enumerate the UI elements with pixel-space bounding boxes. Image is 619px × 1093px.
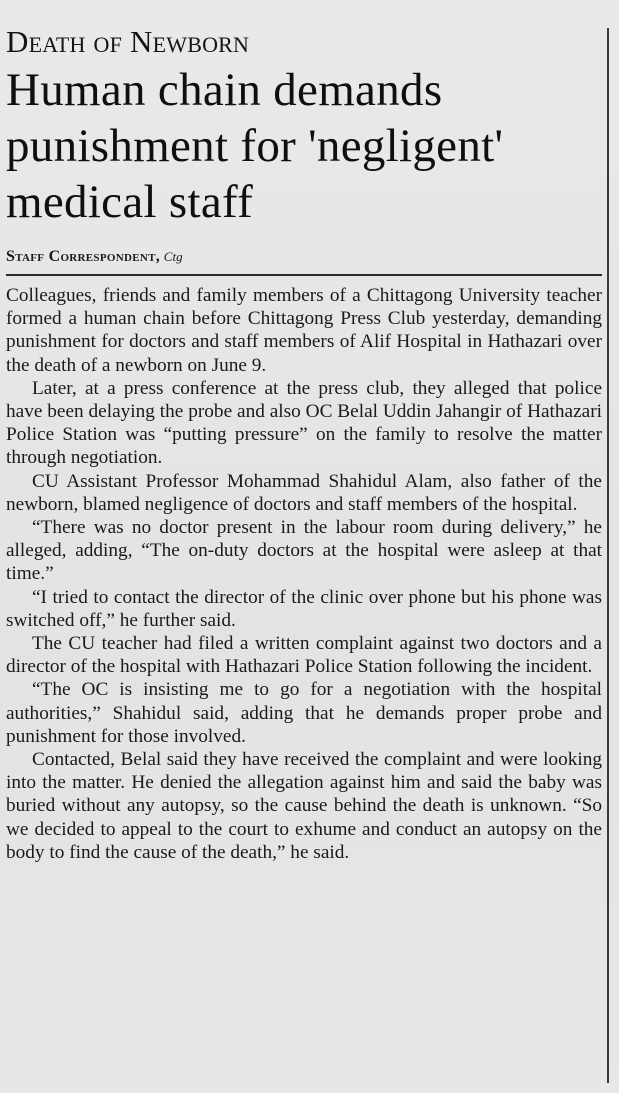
column-rule (607, 28, 609, 1083)
kicker: Death of Newborn (6, 24, 250, 59)
paragraph-3: CU Assistant Professor Mohammad Shahidul Alam, also father of the newborn, blamed negligence of doctors and staff members of the hospital. (6, 470, 602, 515)
paragraph-1: Colleagues, friends and family members of a Chittagong University teacher formed a human chain before Chittagong Press Club yesterday, demanding punishment for doctors and staff members of Alif Hospital in Hathazari over the death of a newborn on June 9. (6, 285, 602, 376)
headline (6, 62, 602, 230)
paragraph-4: “There was no doctor present in the labour room during delivery,” he alleged, adding, “The on-duty doctors at the hospital were asleep at that time.” (6, 517, 602, 585)
paragraph-2: Later, at a press conference at the press club, they alleged that police have been delaying the probe and also OC Belal Uddin Jahangir of Hathazari Police Station was “putting pressure” on the family to resolve the matter through negotiation. (6, 377, 602, 469)
paragraph-6: The CU teacher had filed a written complaint against two doctors and a director of the hospital with Hathazari Police Station following the incident. (6, 633, 602, 678)
byline-location: Ctg (163, 249, 183, 264)
headline-line-3: medical staff (6, 176, 254, 228)
paragraph-7: “The OC is insisting me to go for a negotiation with the hospital authorities,” Shahidul said, adding that he demands proper probe and punishment for those involved. (6, 679, 602, 747)
headline-line-2: punishment for 'negligent' (6, 120, 504, 172)
headline-line-1: Human chain demands (6, 64, 443, 116)
article-body (6, 284, 602, 864)
paragraph-5: “I tried to contact the director of the clinic over phone but his phone was switched off,” he further said. (6, 586, 602, 631)
paragraph-8: Contacted, Belal said they have received the complaint and were looking into the matter. He denied the allegation against him and said the baby was buried without any autopsy, so the cause behind the death is unknown. “So we decided to appeal to the court to exhume and conduct an autopsy on the body to find the cause of the death,” he said. (6, 749, 602, 863)
article (6, 24, 602, 864)
byline-author: Staff Correspondent, (6, 248, 161, 265)
byline-divider (6, 274, 602, 276)
byline (6, 248, 602, 268)
